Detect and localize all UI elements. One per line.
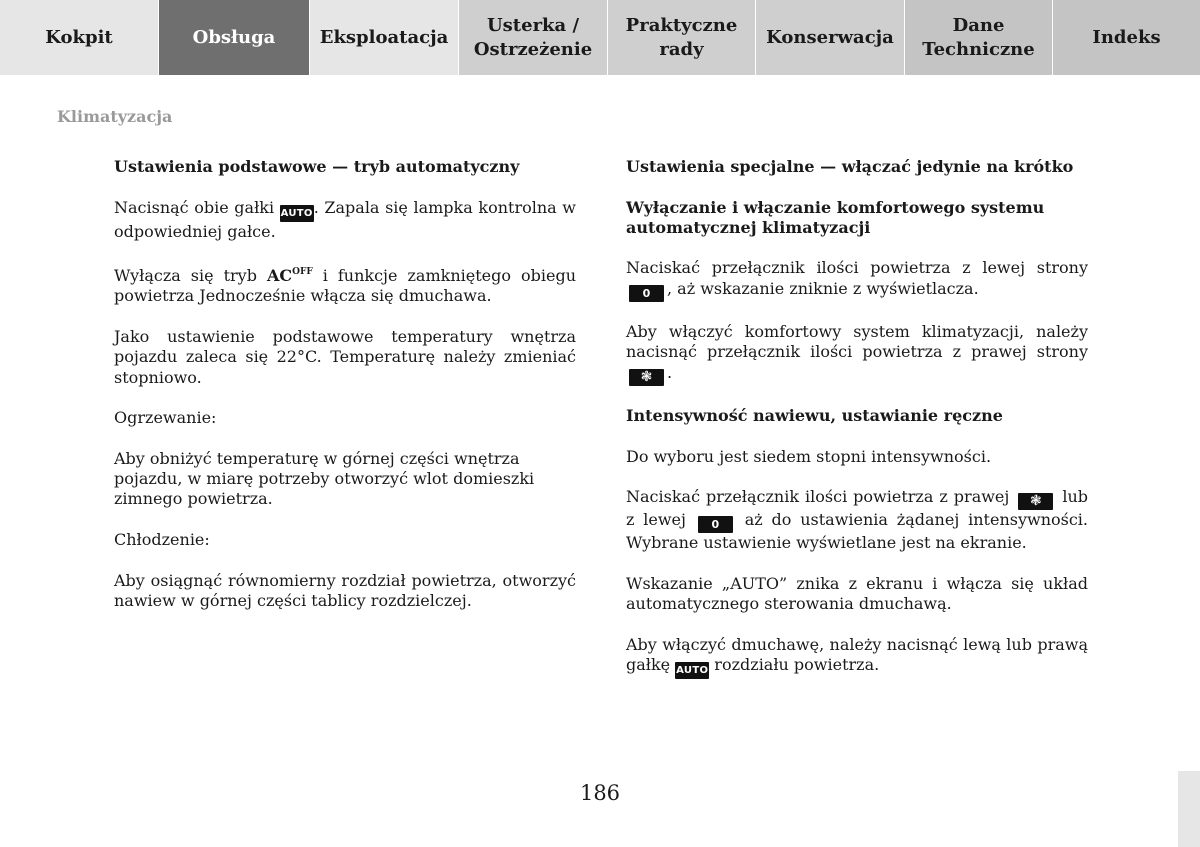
paragraph-basic-temperature: Jako ustawienie podstawowe temperatury wnętrza pojazdu zaleca się 22°C. Temperaturę należy zmieniać stopniowo.	[114, 327, 576, 387]
zero-button-icon: 0	[698, 516, 733, 533]
tab-dane-techniczne[interactable]: Dane Techniczne	[905, 0, 1053, 75]
tab-kokpit[interactable]: Kokpit	[0, 0, 159, 75]
paragraph-auto-disappears: Wskazanie „AUTO” znika z ekranu i włącza się układ automatycznego sterowania dmuchawą.	[626, 573, 1088, 614]
tab-usterka-ostrzezenie[interactable]: Usterka / Ostrzeżenie	[459, 0, 608, 75]
auto-button-icon: AUTO	[675, 662, 709, 679]
zero-button-icon: 0	[629, 285, 664, 302]
page-number: 186	[579, 781, 621, 805]
left-column	[114, 157, 576, 632]
paragraph-heating: Aby obniżyć temperaturę w górnej części wnętrza pojazdu, w miarę potrzeby otworzyć wlot domieszki zimnego powietrza.	[114, 448, 535, 509]
heading-comfort-system: Wyłączanie i włączanie komfortowego systemu automatycznej klimatyzacji	[626, 197, 1045, 237]
paragraph-enable-comfort: Aby włączyć komfortowy system klimatyzacji, należy nacisnąć przełącznik ilości powietrza z prawej strony ❃ .	[626, 322, 1088, 385]
chapter-navigation	[0, 0, 1200, 75]
heading-basic-settings: Ustawienia podstawowe — tryb automatyczny	[114, 157, 520, 176]
paragraph-adjust-intensity: Naciskać przełącznik ilości powietrza z prawej ❃ lub z lewej 0 aż do ustawienia żądanej intensywności. Wybrane ustawienie wyświetlane jest na ekranie.	[626, 487, 1089, 553]
tab-obsluga[interactable]: Obsługa	[159, 0, 310, 75]
paragraph-seven-levels: Do wyboru jest siedem stopni intensywności.	[626, 446, 992, 466]
label-heating: Ogrzewanie:	[114, 408, 217, 428]
page-edge-marker	[1178, 771, 1200, 847]
paragraph-cooling: Aby osiągnąć równomierny rozdział powietrza, otworzyć nawiew w górnej części tablicy rozdzielczej.	[114, 570, 576, 610]
paragraph-ac-off: Wyłącza się tryb $AC^{OFF}$ i funkcje zamkniętego obiegu powietrza Jednocześnie włącza się dmuchawa.	[114, 266, 577, 306]
tab-konserwacja[interactable]: Konserwacja	[756, 0, 905, 75]
tab-eksploatacja[interactable]: Eksploatacja	[310, 0, 459, 75]
paragraph-enable-blower: Aby włączyć dmuchawę, należy nacisnąć lewą lub prawą gałkę AUTO rozdziału powietrza.	[626, 635, 1088, 679]
tab-indeks[interactable]: Indeks	[1053, 0, 1200, 75]
fan-button-icon: ❃	[1018, 493, 1053, 510]
paragraph-press-left-zero: Naciskać przełącznik ilości powietrza z lewej strony 0 , aż wskazanie zniknie z wyświetlacza.	[626, 258, 1088, 300]
heading-special-settings: Ustawienia specjalne — włączać jedynie na krótko	[626, 157, 1074, 176]
section-title: Klimatyzacja	[57, 107, 173, 126]
fan-button-icon: ❃	[629, 369, 664, 386]
label-cooling: Chłodzenie:	[114, 530, 210, 550]
tab-praktyczne-rady[interactable]: Praktyczne rady	[608, 0, 756, 75]
heading-airflow-manual: Intensywność nawiewu, ustawianie ręczne	[626, 405, 1003, 425]
right-column	[626, 157, 1088, 699]
paragraph-press-auto: Nacisnąć obie gałki AUTO. Zapala się lampka kontrolna w odpowiedniej gałce.	[114, 197, 576, 241]
ac-off-symbol: $AC^{OFF}$	[266, 266, 313, 286]
auto-button-icon: AUTO	[280, 205, 314, 222]
